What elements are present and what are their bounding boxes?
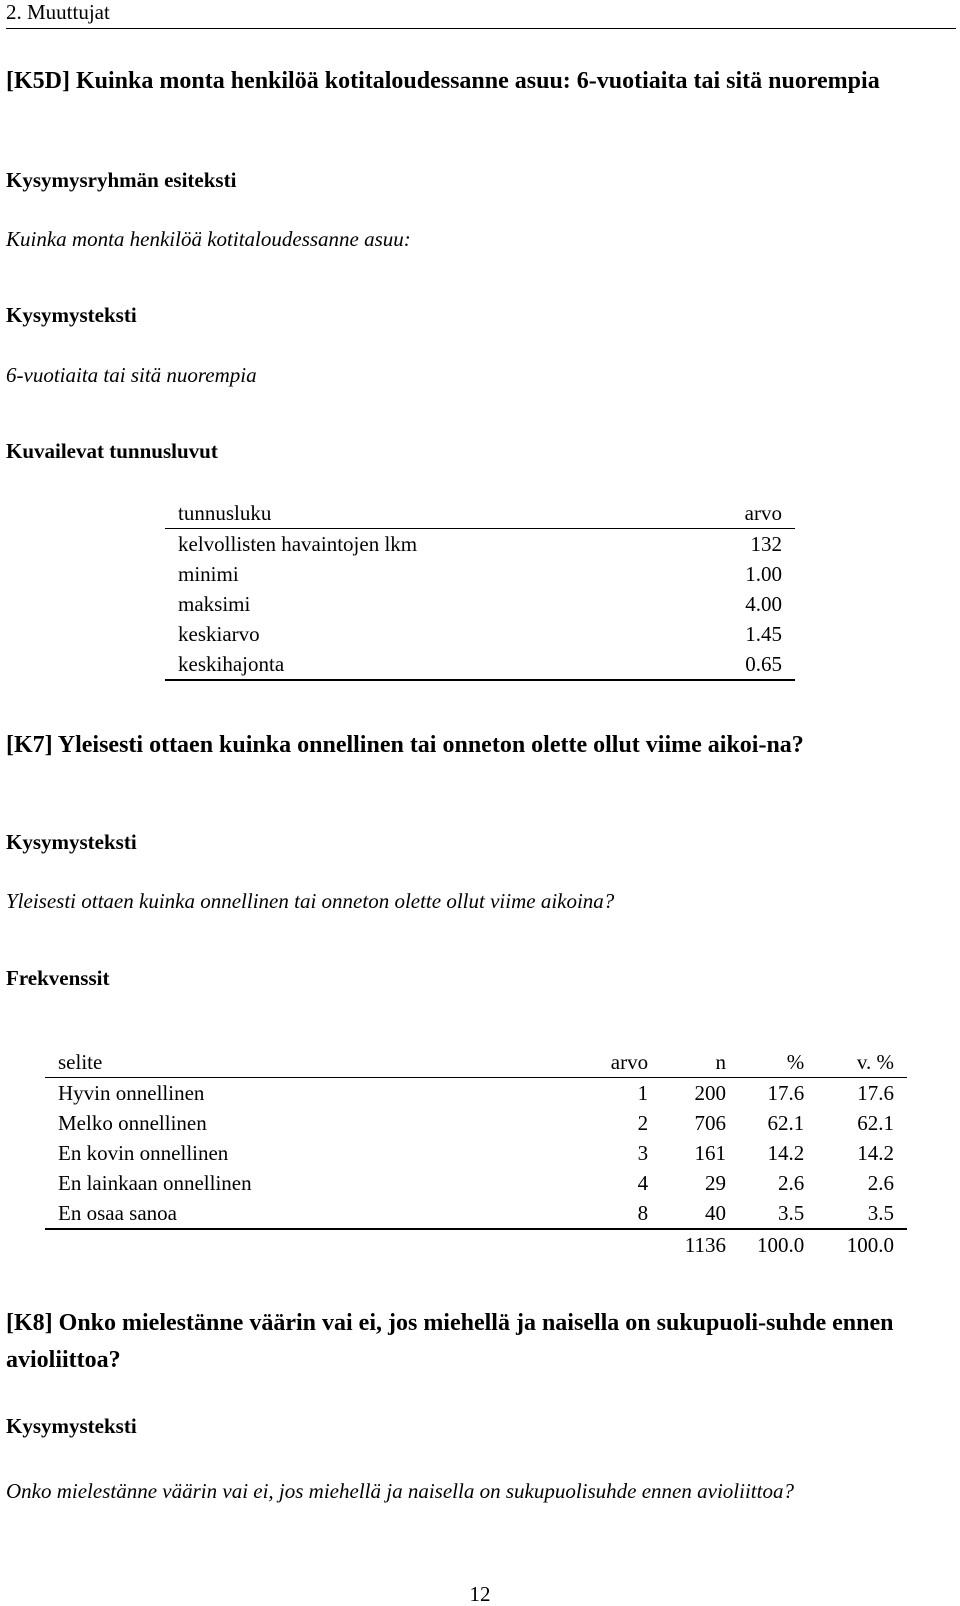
stat-label: minimi	[178, 562, 239, 586]
freq-value: 3	[637, 1141, 649, 1165]
freq-label: En kovin onnellinen	[58, 1141, 229, 1165]
k8-title: [K8] Onko mielestänne väärin vai ei, jos miehellä ja naisella on sukupuoli-suhde ennen avioliittoa?	[6, 1310, 894, 1373]
descriptive-stats-table	[165, 498, 795, 681]
column-header-tunnusluku: tunnusluku	[165, 498, 690, 529]
freq-label: Hyvin onnellinen	[58, 1081, 205, 1105]
freq-label: En osaa sanoa	[45, 1198, 570, 1229]
stat-value: 132	[750, 532, 782, 556]
column-header-arvo: arvo	[690, 498, 795, 529]
frequency-table	[45, 1047, 907, 1260]
total-valid-percent: 100.0	[846, 1233, 894, 1257]
totals-row	[45, 1229, 907, 1260]
freq-value: 1	[637, 1081, 649, 1105]
table-header-row	[45, 1047, 907, 1078]
freq-n: 706	[694, 1111, 727, 1135]
freq-value: 8	[570, 1198, 648, 1229]
total-n: 1136	[684, 1233, 727, 1257]
table-row	[45, 1078, 907, 1109]
freq-n: 161	[694, 1141, 727, 1165]
table-row	[165, 589, 795, 619]
stat-value: 1.00	[745, 562, 782, 586]
stat-label: maksimi	[178, 592, 251, 616]
freq-value: 2	[637, 1111, 649, 1135]
table-header-row	[165, 498, 795, 529]
table-row	[165, 529, 795, 560]
k5d-question-heading: Kysymysteksti	[6, 303, 137, 327]
column-header-valid-percent: v. %	[804, 1047, 907, 1078]
freq-valid-percent: 2.6	[867, 1171, 894, 1195]
column-header-percent: %	[726, 1047, 804, 1078]
table-row	[45, 1138, 907, 1168]
stat-value: 1.45	[745, 622, 782, 646]
k7-freq-heading: Frekvenssit	[6, 966, 110, 990]
freq-percent: 14.2	[767, 1141, 805, 1165]
freq-percent: 62.1	[767, 1111, 805, 1135]
k5d-question-text: 6-vuotiaita tai sitä nuorempia	[6, 363, 257, 387]
k7-question-heading: Kysymysteksti	[6, 830, 137, 854]
table-row	[45, 1168, 907, 1198]
page-number: 12	[469, 1582, 491, 1606]
k8-question-text: Onko mielestänne väärin vai ei, jos miehellä ja naisella on sukupuolisuhde ennen avioliittoa?	[6, 1479, 794, 1503]
table-row	[165, 619, 795, 649]
column-header-n: n	[648, 1047, 726, 1078]
freq-valid-percent: 62.1	[857, 1111, 894, 1135]
freq-valid-percent: 14.2	[857, 1141, 894, 1165]
column-header-selite: selite	[45, 1047, 570, 1078]
freq-n: 200	[694, 1081, 727, 1105]
k5d-group-text: Kuinka monta henkilöä kotitaloudessanne asuu:	[6, 227, 411, 251]
table-row	[45, 1198, 907, 1229]
freq-valid-percent: 3.5	[804, 1198, 907, 1229]
stat-label: keskihajonta	[178, 652, 285, 676]
chapter-header: 2. Muuttujat	[6, 0, 956, 29]
table-row	[165, 649, 795, 680]
k5d-group-heading: Kysymysryhmän esiteksti	[6, 168, 237, 192]
column-header-arvo: arvo	[570, 1047, 648, 1078]
stat-value: 4.00	[745, 592, 782, 616]
stat-value: 0.65	[745, 652, 782, 676]
k5d-title: [K5D] Kuinka monta henkilöä kotitaloudessanne asuu: 6-vuotiaita tai sitä nuorempia	[6, 68, 880, 94]
k7-question-text: Yleisesti ottaen kuinka onnellinen tai onneton olette ollut viime aikoina?	[6, 889, 615, 913]
freq-value: 4	[637, 1171, 649, 1195]
freq-percent: 17.6	[767, 1081, 805, 1105]
k5d-stats-heading: Kuvailevat tunnusluvut	[6, 439, 218, 463]
stat-label: keskiarvo	[178, 622, 260, 646]
k7-title: [K7] Yleisesti ottaen kuinka onnellinen tai onneton olette ollut viime aikoi-na?	[6, 732, 804, 758]
freq-valid-percent: 17.6	[857, 1081, 894, 1105]
total-percent: 100.0	[757, 1233, 805, 1257]
table-row	[45, 1108, 907, 1138]
k8-question-heading: Kysymysteksti	[6, 1414, 137, 1438]
freq-n: 29	[705, 1171, 727, 1195]
stat-label: kelvollisten havaintojen lkm	[178, 532, 418, 556]
table-row	[165, 559, 795, 589]
freq-percent: 3.5	[726, 1198, 804, 1229]
freq-n: 40	[648, 1198, 726, 1229]
freq-percent: 2.6	[778, 1171, 805, 1195]
freq-label: En lainkaan onnellinen	[58, 1171, 252, 1195]
freq-label: Melko onnellinen	[58, 1111, 207, 1135]
